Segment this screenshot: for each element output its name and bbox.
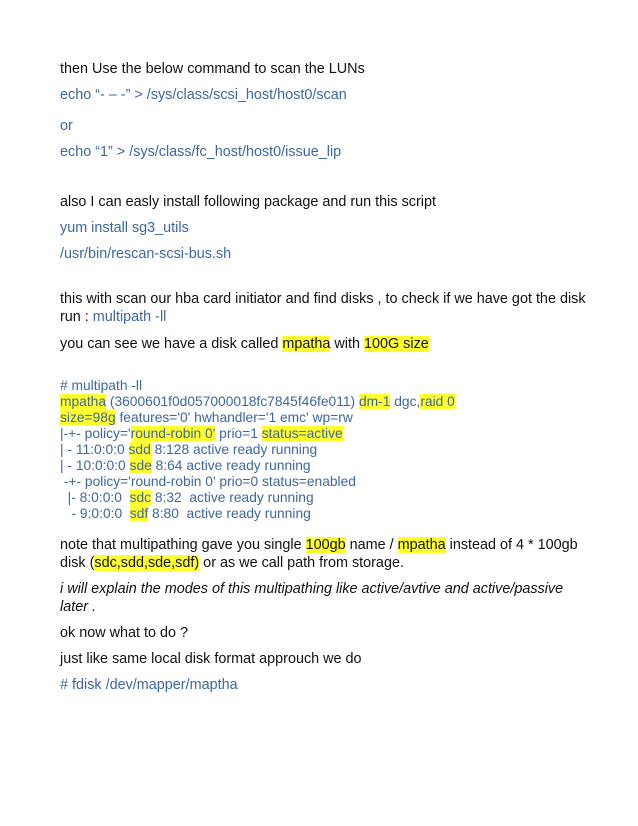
disk-paths-prefix: disk ( [60, 555, 95, 571]
highlight-mpatha: mpatha [282, 336, 331, 352]
highlight-100gb: 100gb [305, 537, 346, 553]
note-suffix: instead of 4 * 100gb [445, 537, 578, 553]
disk-summary-mid: with [330, 336, 364, 352]
highlight-sde: sde [129, 458, 152, 473]
output-path-prefix: | - 11:0:0:0 [60, 442, 129, 457]
next-step-question: ok now what to do ? [60, 625, 188, 641]
run-line [60, 308, 166, 326]
output-path-prefix: | - 10:0:0:0 [60, 458, 130, 473]
highlight-size-output: size=98g [60, 410, 116, 425]
output-line-size [60, 410, 353, 426]
highlight-sdd: sdd [128, 442, 151, 457]
output-policy-prefix: |-+- policy=' [60, 426, 131, 441]
disk-summary-prefix: you can see we have a disk called [60, 336, 283, 352]
multipath-command: multipath -ll [92, 309, 167, 325]
output-line-policy-active [60, 426, 343, 442]
or-text: or [60, 118, 73, 134]
output-line-sdd [60, 442, 317, 458]
highlight-raid: raid 0 [420, 394, 455, 409]
note-prefix: note that multipathing gave you single [60, 537, 306, 553]
output-path-state: 8:80 active ready running [148, 506, 311, 521]
intro-text: then Use the below command to scan the LUNs [60, 61, 365, 77]
output-path-state: 8:128 active ready running [150, 442, 318, 457]
highlight-mpatha-output: mpatha [60, 394, 107, 409]
output-prompt: # multipath -ll [60, 378, 143, 393]
format-approach-text: just like same local disk format approuch we do [60, 651, 362, 667]
highlight-round-robin: round-robin 0' [130, 426, 216, 441]
output-path-prefix: - 9:0:0:0 [60, 506, 130, 521]
output-features: features='0' hwhandler='1 emc' wp=rw [115, 410, 353, 425]
output-line-device [60, 394, 455, 410]
scsi-scan-command: echo “- – -” > /sys/class/scsi_host/host0/scan [60, 87, 347, 103]
output-wwid: (3600601f0d057000018fc7845f46fe011) [106, 394, 359, 409]
fc-issue-lip-command: echo “1” > /sys/class/fc_host/host0/issue_lip [60, 144, 342, 160]
highlight-dm: dm-1 [358, 394, 391, 409]
note-line [60, 536, 578, 554]
disk-paths-line [60, 554, 404, 572]
output-vendor: dgc, [390, 394, 421, 409]
note-mid: name / [345, 537, 398, 553]
output-path-prefix: |- 8:0:0:0 [60, 490, 130, 505]
explain-modes-line: i will explain the modes of this multipathing like active/avtive and active/passive [60, 581, 564, 597]
highlight-sdc: sdc [129, 490, 152, 505]
rescan-script-command: /usr/bin/rescan-scsi-bus.sh [60, 246, 232, 262]
highlight-disk-paths: sdc,sdd,sde,sdf) [94, 555, 200, 571]
install-intro-text: also I can easly install following package and run this script [60, 194, 436, 210]
highlight-mpatha-note: mpatha [397, 537, 446, 553]
output-path-state: 8:32 active ready running [151, 490, 314, 505]
output-prio: prio=1 [215, 426, 262, 441]
highlight-size: 100G size [363, 336, 429, 352]
output-line-sde [60, 458, 311, 474]
highlight-status-active: status=active [261, 426, 343, 441]
disk-paths-suffix: or as we call path from storage. [199, 555, 404, 571]
yum-install-command: yum install sg3_utils [60, 220, 189, 236]
output-line-sdc [60, 490, 314, 506]
output-path-state: 8:64 active ready running [151, 458, 311, 473]
output-line-sdf [60, 506, 311, 522]
hba-text-line: this with scan our hba card initiator and find disks , to check if we have got the disk [60, 291, 586, 307]
disk-summary-line [60, 335, 429, 353]
fdisk-command: # fdisk /dev/mapper/maptha [60, 677, 238, 693]
run-label: run : [60, 309, 93, 325]
explain-later-line: later . [60, 599, 96, 615]
highlight-sdf: sdf [129, 506, 149, 521]
output-line-policy-enabled: -+- policy='round-robin 0' prio=0 status=enabled [60, 474, 356, 489]
